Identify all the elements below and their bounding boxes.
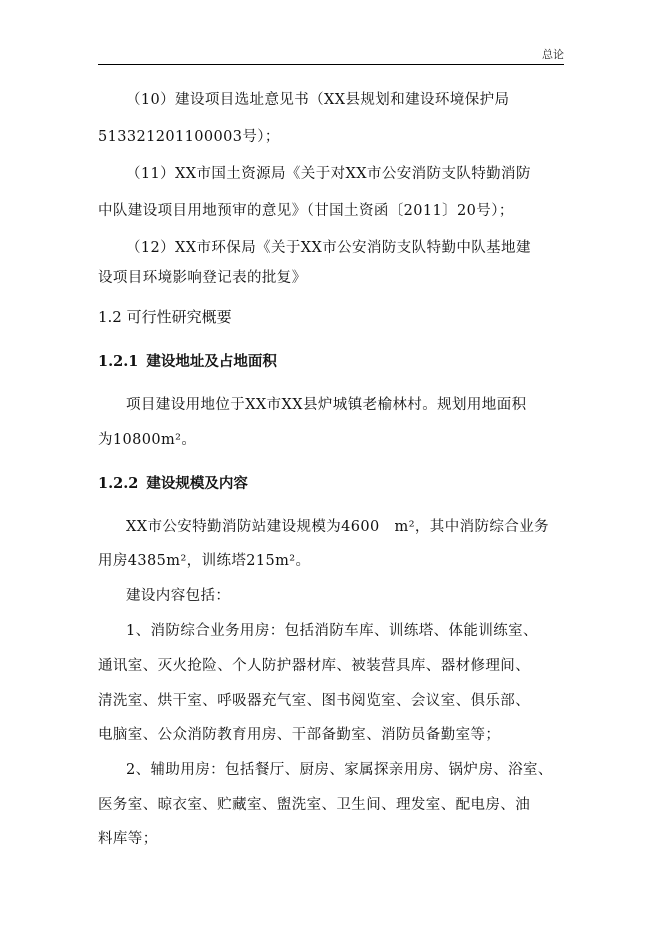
paragraph-line: 用房4385m²，训练塔215m²。: [98, 553, 311, 569]
list-item-line: 通讯室、灭火抢险、个人防护器材库、被装营具库、器材修理间、: [98, 658, 531, 674]
paragraph-line: 建设内容包括：: [126, 588, 231, 604]
section-heading-1-2-2: [98, 472, 248, 493]
list-item-line: 清洗室、烘干室、呼吸器充气室、图书阅览室、会议室、俱乐部、: [98, 693, 531, 709]
ref-item-10-line1: （10）建设项目选址意见书（XX县规划和建设环境保护局: [126, 92, 510, 108]
section-heading-1-2: 1.2 可行性研究概要: [98, 308, 232, 326]
page-header-label: 总论: [542, 48, 564, 61]
ref-item-12-line2: 设项目环境影响登记表的批复》: [98, 270, 307, 286]
list-item-line: 1、消防综合业务用房：包括消防车库、训练塔、体能训练室、: [126, 623, 538, 639]
ref-item-10-line2: 513321201100003号）；: [98, 129, 280, 145]
list-item-line: 2、辅助用房：包括餐厅、厨房、家属探亲用房、锅炉房、浴室、: [126, 762, 553, 778]
ref-item-12-line1: （12）XX市环保局《关于XX市公安消防支队特勤中队基地建: [126, 240, 531, 256]
list-item-line: 电脑室、公众消防教育用房、干部备勤室、消防员备勤室等；: [98, 727, 501, 743]
list-item-line: 医务室、晾衣室、贮藏室、盥洗室、卫生间、理发室、配电房、油: [98, 797, 531, 813]
ref-item-11-line2: 中队建设项目用地预审的意见》（甘国土资函〔2011〕20号）；: [98, 203, 514, 219]
section-heading-1-2-1: [98, 350, 277, 371]
header-divider: [98, 64, 564, 65]
paragraph-line: 项目建设用地位于XX市XX县炉城镇老榆林村。规划用地面积: [126, 397, 527, 413]
ref-item-11-line1: （11）XX市国土资源局《关于对XX市公安消防支队特勤消防: [126, 166, 531, 182]
paragraph-line: 为10800m²。: [98, 432, 197, 448]
section-title: 建设规模及内容: [146, 475, 248, 492]
section-title: 建设地址及占地面积: [146, 353, 277, 370]
list-item-line: 料库等；: [98, 831, 158, 847]
section-number: 1.2.1: [98, 353, 139, 370]
paragraph-line: XX市公安特勤消防站建设规模为4600 m²，其中消防综合业务: [126, 519, 550, 535]
section-number: 1.2.2: [98, 475, 139, 492]
